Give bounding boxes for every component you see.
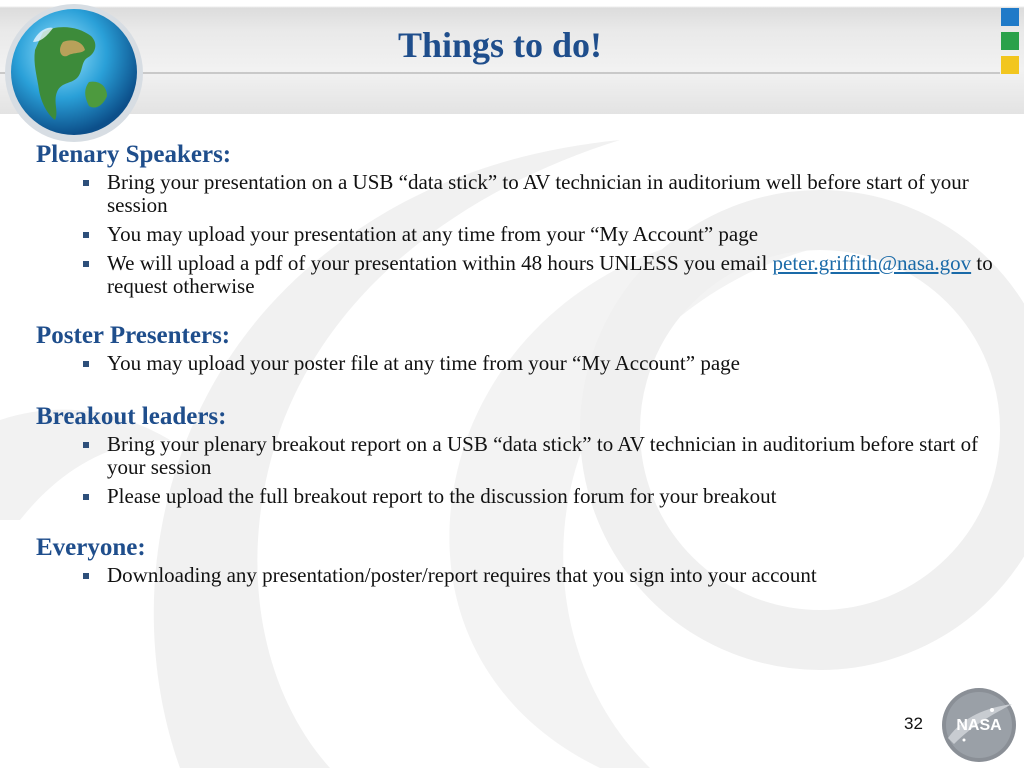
bullet-text: Please upload the full breakout report to the discussion forum for your breakout (107, 484, 777, 508)
bullet-text: Downloading any presentation/poster/report requires that you sign into your account (107, 563, 817, 587)
bullet-text: Bring your presentation on a USB “data stick” to AV technician in auditorium well before start of your session (107, 170, 969, 217)
bullet-icon (83, 573, 89, 579)
list-item (36, 433, 996, 479)
bullet-text: We will upload a pdf of your presentation within 48 hours UNLESS you email (107, 251, 773, 275)
slide-content (36, 140, 996, 593)
green-square (1001, 32, 1019, 50)
bullet-icon (83, 494, 89, 500)
bullet-icon (83, 261, 89, 267)
section-heading-everyone: Everyone: (36, 534, 146, 561)
list-item (36, 485, 996, 508)
yellow-square (1001, 56, 1019, 74)
bullet-text: You may upload your poster file at any time from your “My Account” page (107, 351, 740, 375)
bullet-text: You may upload your presentation at any time from your “My Account” page (107, 222, 759, 246)
nasa-logo-icon (940, 686, 1018, 764)
email-link[interactable]: peter.griffith@nasa.gov (772, 251, 972, 275)
bullet-icon (83, 442, 89, 448)
bullet-icon (83, 180, 89, 186)
section-heading-poster: Poster Presenters: (36, 322, 231, 349)
list-item (36, 252, 996, 298)
section-heading-breakout: Breakout leaders: (36, 403, 227, 430)
blue-square (1001, 8, 1019, 26)
accent-squares (1001, 8, 1019, 80)
section-heading-plenary: Plenary Speakers: (36, 141, 232, 168)
bullet-list-poster (36, 352, 996, 375)
bullet-text: Bring your plenary breakout report on a USB “data stick” to AV technician in auditorium before start of your session (107, 432, 979, 479)
bullet-text: to request otherwise (107, 251, 993, 298)
slide-title: Things to do! (397, 25, 603, 65)
list-item (36, 171, 996, 217)
nasa-logo-text: NASA (956, 717, 1002, 734)
header-divider (0, 72, 1000, 74)
bullet-list-everyone (36, 564, 996, 587)
bullet-list-plenary (36, 171, 996, 298)
list-item (36, 352, 996, 375)
bullet-icon (83, 232, 89, 238)
list-item (36, 223, 996, 246)
page-number: 32 (904, 714, 923, 733)
bullet-icon (83, 361, 89, 367)
list-item (36, 564, 996, 587)
bullet-list-breakout (36, 433, 996, 508)
